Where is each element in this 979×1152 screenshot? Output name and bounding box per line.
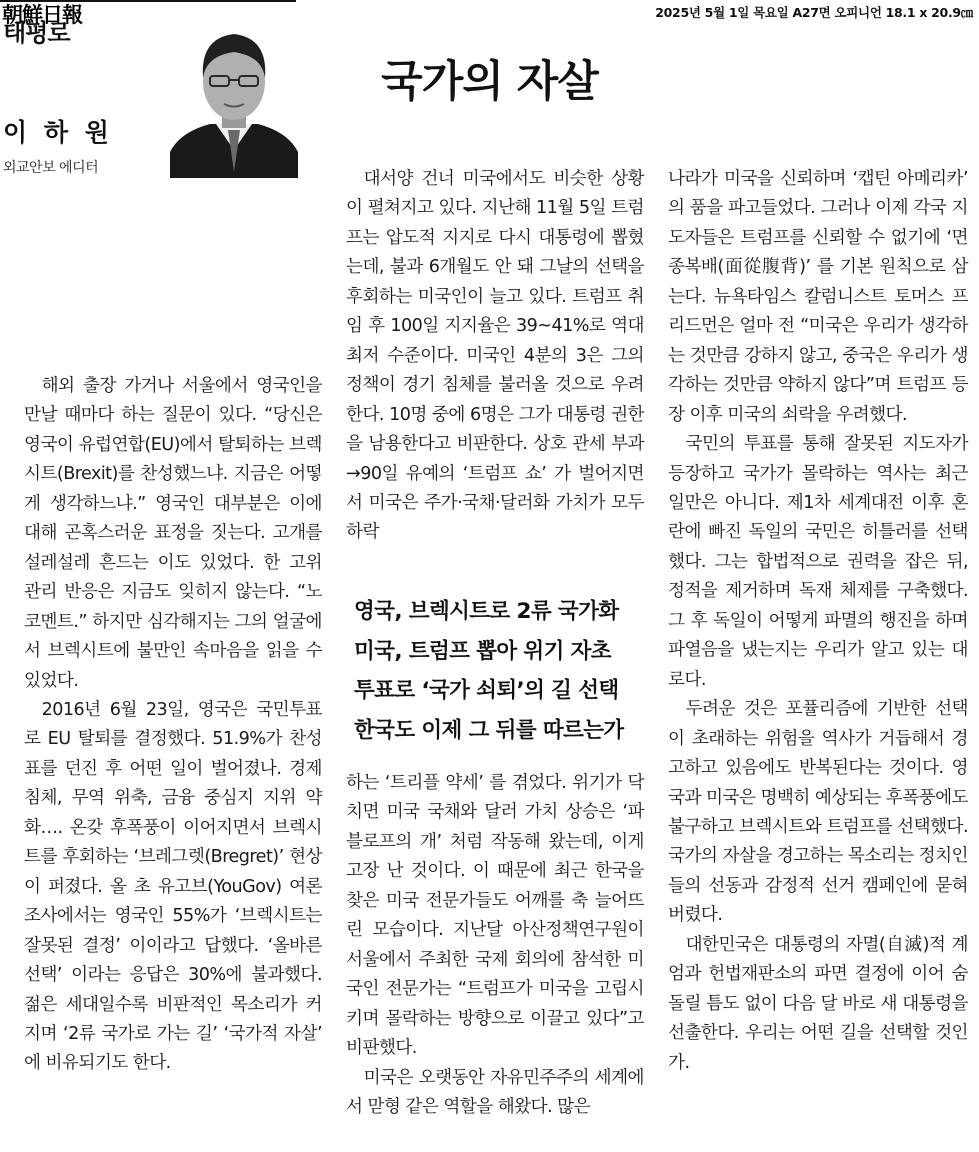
paragraph: 해외 출장 가거나 서울에서 영국인을 만날 때마다 하는 질문이 있다. “당신은 영국이 유럽연합(EU)에서 탈퇴하는 브렉시트(Brexit)를 찬성했느냐. 지금은 어떻게 생각하느냐.” 영국인 대부분은 이에 대해 곤혹스러운 표정을 짓는다. 고개를 설레설레 흔드는 이도 있었다. 한 고위 관리 반응은 지금도 잊히지 않는다. “노 코멘트.” 하지만 심각해지는 그의 얼굴에서 브렉시트에 불만인 속마음을 읽을 수 있었다.: [24, 376, 322, 691]
author-title: 외교안보 에디터: [3, 160, 99, 176]
paragraph: 나라가 미국을 신뢰하며 ‘캡틴 아메리카’ 의 품을 파고들었다. 그러나 이제 각국 지도자들은 트럼프를 신뢰할 수 없기에 ‘면종복배(面從腹背)’ 를 기본 원칙으로 삼는다. 뉴욕타임스 칼럼니스트 토머스 프리드먼은 얼마 전 “미국은 우리가 생각하는 것만큼 강하지 않고, 중국은 우리가 생각하는 것만큼 약하지 않다”며 트럼프 등장 이후 미국의 쇠락을 우려했다.: [668, 169, 968, 425]
column-rule: [0, 0, 296, 2]
body-column-2-bottom: [346, 769, 644, 1122]
paragraph: 하는 ‘트리플 약세’ 를 겪었다. 위기가 닥치면 미국 국채와 달러 가치 상승은 ‘파블로프의 개’ 처럼 작동해 왔는데, 이게 고장 난 것이다. 이 때문에 최근 한국을 찾은 미국 전문가들도 어깨를 축 늘어뜨린 모습이다. 지난달 아산정책연구원이 서울에서 주최한 국제 회의에 참석한 미국인 전문가는 “트럼프가 미국을 고립시키며 몰락하는 방향으로 이끌고 있다”고 비판했다.: [346, 773, 644, 1059]
body-column-2-top: [346, 165, 644, 548]
author-name: 이 하 원: [3, 118, 113, 147]
publication-info: 2025년 5월 1일 목요일 A27면 오피니언 18.1 x 20.9㎝: [655, 5, 973, 20]
paragraph: 미국은 오랫동안 자유민주주의 세계에서 맏형 같은 역할을 해왔다. 많은: [346, 1067, 644, 1117]
pull-quote-line: 영국, 브렉시트로 2류 국가화: [354, 599, 619, 624]
article-headline: 국가의 자살: [381, 57, 598, 107]
newspaper-logo: 朝鮮日報: [2, 2, 82, 27]
body-column-3: [668, 165, 968, 1078]
paragraph: 두려운 것은 포퓰리즘에 기반한 선택이 초래하는 위험을 역사가 거듭해서 경고하고 있음에도 반복된다는 것이다. 영국과 미국은 명백히 예상되는 후폭풍에도 불구하고 브렉시트와 트럼프를 선택했다. 국가의 자살을 경고하는 목소리는 정치인들의 선동과 감정적 선거 캠페인에 묻혀버렸다.: [668, 699, 968, 926]
author-photo: [170, 20, 298, 178]
column-name: 태평로: [3, 19, 70, 47]
body-column-1: [24, 372, 322, 1079]
masthead: [0, 0, 979, 26]
paragraph: 대서양 건너 미국에서도 비슷한 상황이 펼쳐지고 있다. 지난해 11월 5일 트럼프는 압도적 지지로 다시 대통령에 뽑혔는데, 불과 6개월도 안 돼 그날의 선택을 후회하는 미국인이 늘고 있다. 트럼프 취임 후 100일 지지율은 39~41%로 역대 최저 수준이다. 미국인 4분의 3은 그의 정책이 경기 침체를 불러올 것으로 우려한다. 10명 중에 6명은 그가 대통령 권한을 남용한다고 비판한다. 상호 관세 부과→90일 유예의 ‘트럼프 쇼’ 가 벌어지면서 미국은 주가·국채·달러화 가치가 모두 하락: [346, 169, 644, 543]
pull-quote-line: 한국도 이제 그 뒤를 따르는가: [354, 717, 624, 743]
paragraph: 2016년 6월 23일, 영국은 국민투표로 EU 탈퇴를 결정했다. 51.9%가 찬성표를 던진 후 어떤 일이 벌어졌나. 경제 침체, 무역 위축, 금융 중심지 지위 약화…. 온갖 후폭풍이 이어지면서 브렉시트를 후회하는 ‘브레그렛(Bregret)’ 현상이 퍼졌다. 올 초 유고브(YouGov) 여론조사에서는 영국인 55%가 ‘브렉시트는 잘못된 결정’ 이이라고 답했다. ‘올바른 선택’ 이라는 응답은 30%에 불과했다. 젊은 세대일수록 비판적인 목소리가 커지며 ‘2류 국가로 가는 길’ ‘국가적 자살’ 에 비유되기도 한다.: [24, 699, 322, 1074]
pull-quote-line: 투표로 ‘국가 쇠퇴’의 길 선택: [354, 678, 619, 703]
pull-quote-line: 미국, 트럼프 뽑아 위기 자초: [354, 638, 611, 664]
paragraph: 국민의 투표를 통해 잘못된 지도자가 등장하고 국가가 몰락하는 역사는 최근 일만은 아니다. 제1차 세계대전 이후 혼란에 빠진 독일의 국민은 히틀러를 선택했다. 그는 합법적으로 권력을 잡은 뒤, 정적을 제거하며 독재 체제를 구축했다. 그 후 독일이 어떻게 파멸의 행진을 하며 파열음을 냈는지는 우리가 알고 있는 대로다.: [668, 434, 968, 690]
pull-quote: [354, 592, 644, 750]
paragraph: 대한민국은 대통령의 자멸(自滅)적 계엄과 헌법재판소의 파면 결정에 이어 숨 돌릴 틈도 없이 다음 달 바로 새 대통령을 선출한다. 우리는 어떤 길을 선택할 것인가.: [668, 934, 968, 1073]
